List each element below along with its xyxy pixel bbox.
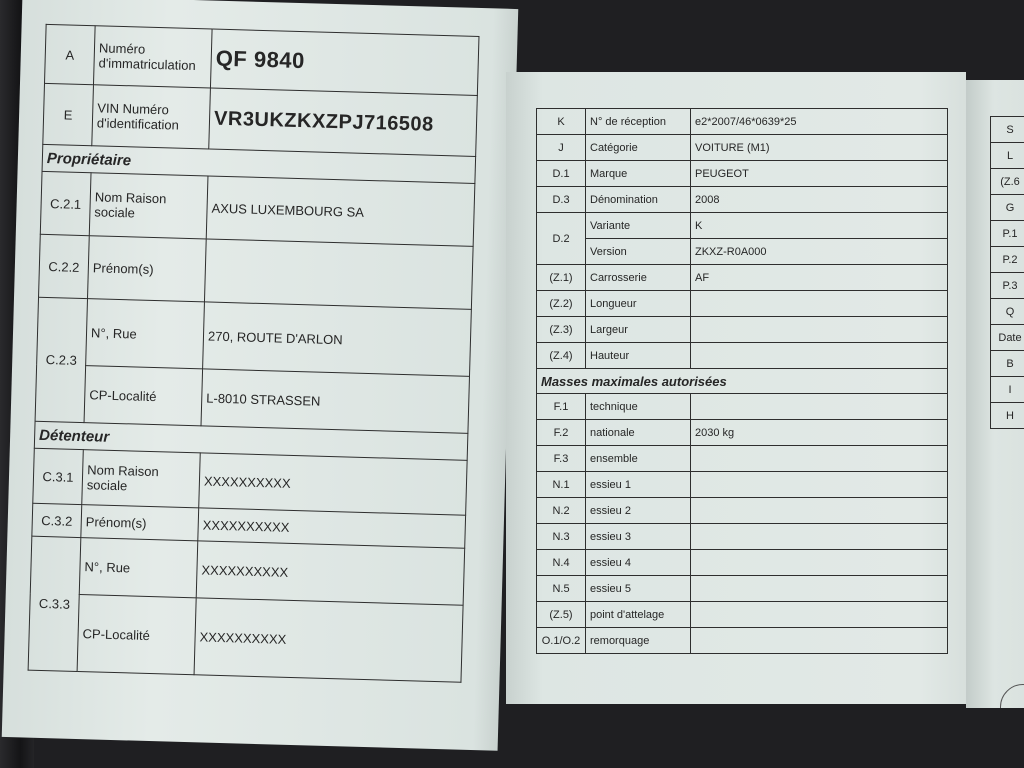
- table-row: [537, 420, 948, 446]
- field-code: N.5: [537, 576, 586, 602]
- field-label: essieu 5: [586, 576, 691, 602]
- field-label: Longueur: [586, 291, 691, 317]
- table-row: [537, 576, 948, 602]
- field-code: H: [991, 403, 1024, 429]
- vehicle-details-table: [536, 108, 948, 654]
- field-code: S: [991, 117, 1024, 143]
- table-row: [991, 325, 1024, 351]
- right-page: [506, 72, 966, 704]
- holder-name: XXXXXXXXXX: [199, 453, 467, 515]
- field-code: F.1: [537, 394, 586, 420]
- field-code: Q: [991, 299, 1024, 325]
- field-label: nationale: [586, 420, 691, 446]
- variante-value: K: [691, 213, 948, 239]
- table-row: [537, 265, 948, 291]
- table-row: [991, 351, 1024, 377]
- table-row: [991, 117, 1024, 143]
- field-value: e2*2007/46*0639*25: [691, 109, 948, 135]
- table-row: [537, 446, 948, 472]
- table-row: [991, 247, 1024, 273]
- table-row: [537, 161, 948, 187]
- field-label: remorquage: [586, 628, 691, 654]
- field-code: A: [45, 24, 96, 84]
- field-label: essieu 3: [586, 524, 691, 550]
- field-value: [691, 343, 948, 369]
- table-row: [37, 297, 472, 376]
- table-row: [537, 213, 948, 239]
- left-page: [2, 0, 519, 751]
- field-label: CP-Localité: [77, 595, 196, 675]
- table-row: [537, 343, 948, 369]
- field-value: [691, 317, 948, 343]
- field-label: essieu 1: [586, 472, 691, 498]
- field-code: G: [991, 195, 1024, 221]
- table-row: [537, 394, 948, 420]
- field-code: B: [991, 351, 1024, 377]
- field-value: [691, 446, 948, 472]
- table-row: [537, 472, 948, 498]
- table-row: [991, 299, 1024, 325]
- owner-street: 270, ROUTE D'ARLON: [203, 302, 472, 376]
- official-stamp-icon: [1000, 684, 1024, 708]
- table-row: [537, 291, 948, 317]
- field-label: Prénom(s): [88, 236, 207, 302]
- field-value: 2030 kg: [691, 420, 948, 446]
- field-code: K: [537, 109, 586, 135]
- section-title-proprietaire: Propriétaire: [42, 144, 476, 183]
- field-code: N.1: [537, 472, 586, 498]
- table-row: [991, 273, 1024, 299]
- table-row: [991, 221, 1024, 247]
- field-label: Version: [586, 239, 691, 265]
- table-row: [537, 369, 948, 394]
- field-label: CP-Localité: [84, 366, 203, 426]
- holder-first-name: XXXXXXXXXX: [198, 508, 466, 548]
- field-label: Dénomination: [586, 187, 691, 213]
- field-code: N.3: [537, 524, 586, 550]
- field-code: C.3.1: [33, 448, 84, 504]
- table-row: [991, 377, 1024, 403]
- field-value: [691, 291, 948, 317]
- field-value: AF: [691, 265, 948, 291]
- field-label: Numéro d'immatriculation: [93, 26, 212, 88]
- field-label: Nom Raison sociale: [82, 450, 200, 508]
- field-value: [691, 628, 948, 654]
- table-row: [537, 109, 948, 135]
- field-code: P.1: [991, 221, 1024, 247]
- field-label: Largeur: [586, 317, 691, 343]
- table-row: [991, 195, 1024, 221]
- field-code: J: [537, 135, 586, 161]
- field-label: Catégorie: [586, 135, 691, 161]
- field-code: N.2: [537, 498, 586, 524]
- field-code: I: [991, 377, 1024, 403]
- table-row: [537, 135, 948, 161]
- holder-city: XXXXXXXXXX: [194, 598, 463, 682]
- field-label: ensemble: [586, 446, 691, 472]
- section-title-detenteur: Détenteur: [34, 421, 468, 460]
- field-label: point d'attelage: [586, 602, 691, 628]
- field-value: VOITURE (M1): [691, 135, 948, 161]
- table-row: [537, 628, 948, 654]
- version-value: ZKXZ-R0A000: [691, 239, 948, 265]
- field-code: (Z.6: [991, 169, 1024, 195]
- field-code: C.2.1: [40, 171, 91, 235]
- field-value: PEUGEOT: [691, 161, 948, 187]
- table-row: [537, 317, 948, 343]
- table-row: [537, 550, 948, 576]
- table-row: [537, 498, 948, 524]
- field-label: essieu 2: [586, 498, 691, 524]
- field-value: [691, 576, 948, 602]
- field-label: Hauteur: [586, 343, 691, 369]
- field-code: Date: [991, 325, 1024, 351]
- field-code: D.2: [537, 213, 586, 265]
- holder-street: XXXXXXXXXX: [196, 541, 464, 605]
- field-code: (Z.5): [537, 602, 586, 628]
- table-row: [991, 143, 1024, 169]
- field-value: [691, 472, 948, 498]
- table-row: [537, 524, 948, 550]
- field-code: (Z.4): [537, 343, 586, 369]
- field-label: Carrosserie: [586, 265, 691, 291]
- table-row: [537, 239, 948, 265]
- third-page-partial: [966, 80, 1024, 708]
- field-value: [691, 602, 948, 628]
- field-code: D.3: [537, 187, 586, 213]
- field-label: Prénom(s): [81, 505, 199, 541]
- field-label: Nom Raison sociale: [89, 173, 208, 239]
- vin-number: VR3UKZKXZPJ716508: [209, 88, 478, 156]
- field-value: [691, 498, 948, 524]
- field-label: N°, Rue: [79, 538, 198, 598]
- third-page-table: [990, 116, 1024, 429]
- field-value: [691, 524, 948, 550]
- table-row: [991, 403, 1024, 429]
- field-label: N° de réception: [586, 109, 691, 135]
- field-label: N°, Rue: [86, 299, 205, 369]
- owner-first-name: [204, 239, 473, 309]
- field-value: [691, 550, 948, 576]
- field-code: C.2.2: [39, 234, 90, 298]
- field-code: F.3: [537, 446, 586, 472]
- field-code: P.3: [991, 273, 1024, 299]
- field-label: technique: [586, 394, 691, 420]
- field-code: (Z.2): [537, 291, 586, 317]
- field-value: [691, 394, 948, 420]
- field-code: F.2: [537, 420, 586, 446]
- field-code: O.1/O.2: [537, 628, 586, 654]
- field-value: 2008: [691, 187, 948, 213]
- field-label: Variante: [586, 213, 691, 239]
- table-row: [991, 169, 1024, 195]
- field-code: N.4: [537, 550, 586, 576]
- field-code: C.3.3: [28, 536, 81, 671]
- field-code: P.2: [991, 247, 1024, 273]
- registration-number: QF 9840: [210, 29, 479, 95]
- section-title-masses: Masses maximales autorisées: [537, 369, 948, 394]
- field-code: C.2.3: [35, 297, 87, 422]
- registration-owner-table: [28, 24, 480, 683]
- field-label: VIN Numéro d'identification: [92, 85, 211, 149]
- field-label: essieu 4: [586, 550, 691, 576]
- table-row: [537, 187, 948, 213]
- field-code: D.1: [537, 161, 586, 187]
- field-code: (Z.1): [537, 265, 586, 291]
- table-row: [28, 593, 463, 682]
- field-code: L: [991, 143, 1024, 169]
- owner-city: L-8010 STRASSEN: [201, 369, 469, 433]
- field-code: E: [43, 83, 94, 145]
- field-label: Marque: [586, 161, 691, 187]
- field-code: C.3.2: [32, 503, 82, 537]
- field-code: (Z.3): [537, 317, 586, 343]
- table-row: [537, 602, 948, 628]
- owner-name: AXUS LUXEMBOURG SA: [206, 176, 475, 246]
